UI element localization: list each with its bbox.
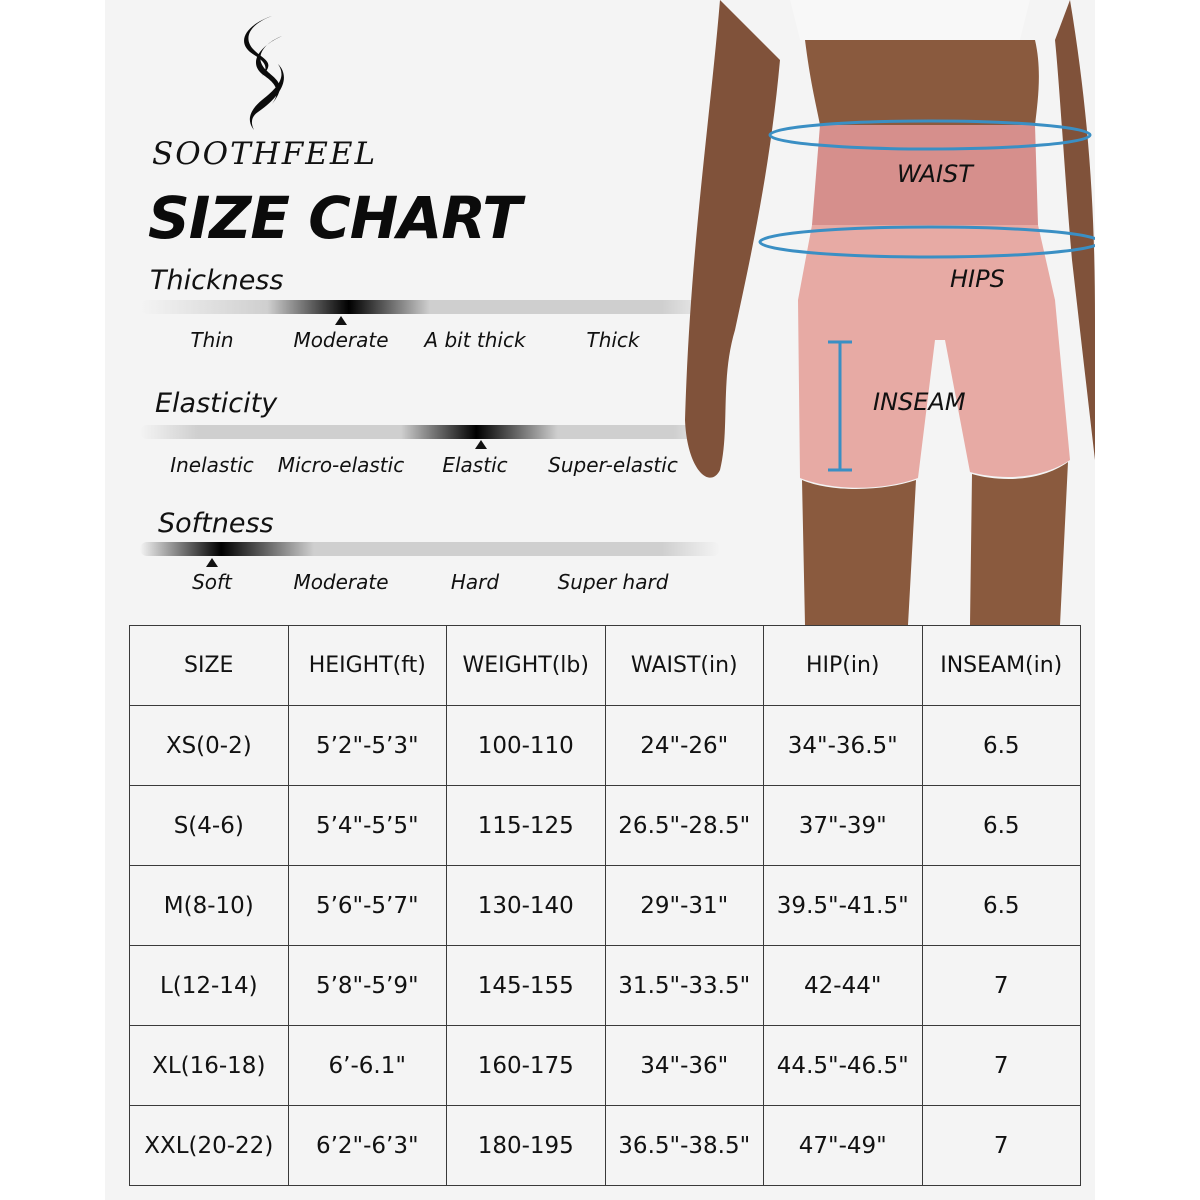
table-row (130, 946, 1081, 1026)
cell-inseam: 7 (922, 1026, 1081, 1106)
thickness-bar (140, 300, 720, 314)
elasticity-option-super-elastic: Super-elastic (548, 453, 678, 477)
cell-height: 6’-6.1" (288, 1026, 447, 1106)
inseam-label: INSEAM (873, 388, 966, 416)
elasticity-option-inelastic: Inelastic (170, 453, 254, 477)
cell-waist: 31.5"-33.5" (605, 946, 764, 1026)
cell-waist: 24"-26" (605, 706, 764, 786)
cell-hip: 37"-39" (764, 786, 923, 866)
cell-weight: 115-125 (447, 786, 606, 866)
thickness-option-a-bit-thick: A bit thick (424, 328, 526, 352)
cell-waist: 26.5"-28.5" (605, 786, 764, 866)
header-weight: WEIGHT(lb) (447, 626, 606, 706)
cell-size: M(8-10) (130, 866, 289, 946)
brand-name: SOOTHFEEL (152, 136, 378, 172)
waist-label: WAIST (897, 160, 973, 188)
header-waist: WAIST(in) (605, 626, 764, 706)
thickness-option-thick: Thick (586, 328, 640, 352)
elasticity-pointer-icon (475, 440, 487, 449)
cell-inseam: 7 (922, 1106, 1081, 1186)
cell-height: 5’4"-5’5" (288, 786, 447, 866)
table-row (130, 866, 1081, 946)
cell-weight: 160-175 (447, 1026, 606, 1106)
cell-size: XS(0-2) (130, 706, 289, 786)
table-row (130, 1026, 1081, 1106)
cell-size: S(4-6) (130, 786, 289, 866)
hips-label: HIPS (950, 265, 1005, 293)
cell-waist: 34"-36" (605, 1026, 764, 1106)
cell-weight: 130-140 (447, 866, 606, 946)
cell-weight: 145-155 (447, 946, 606, 1026)
header-size: SIZE (130, 626, 289, 706)
header-hip: HIP(in) (764, 626, 923, 706)
cell-height: 5’2"-5’3" (288, 706, 447, 786)
cell-hip: 42-44" (764, 946, 923, 1026)
elasticity-title: Elasticity (155, 388, 278, 419)
softness-option-hard: Hard (450, 570, 500, 594)
cell-size: XL(16-18) (130, 1026, 289, 1106)
cell-height: 5’8"-5’9" (288, 946, 447, 1026)
cell-hip: 44.5"-46.5" (764, 1026, 923, 1106)
header-inseam: INSEAM(in) (922, 626, 1081, 706)
cell-size: XXL(20-22) (130, 1106, 289, 1186)
brand-logo-icon (232, 14, 294, 132)
cell-hip: 47"-49" (764, 1106, 923, 1186)
softness-option-soft: Soft (192, 570, 232, 594)
softness-pointer-icon (206, 558, 218, 567)
cell-size: L(12-14) (130, 946, 289, 1026)
page-title: SIZE CHART (148, 184, 521, 252)
cell-height: 6’2"-6’3" (288, 1106, 447, 1186)
model-figure-icon (640, 0, 1095, 625)
cell-inseam: 6.5 (922, 786, 1081, 866)
table-row (130, 706, 1081, 786)
thickness-title: Thickness (150, 265, 284, 296)
cell-hip: 39.5"-41.5" (764, 866, 923, 946)
thickness-option-thin: Thin (190, 328, 234, 352)
cell-weight: 100-110 (447, 706, 606, 786)
thickness-pointer-icon (335, 316, 347, 325)
cell-inseam: 6.5 (922, 866, 1081, 946)
cell-weight: 180-195 (447, 1106, 606, 1186)
cell-inseam: 6.5 (922, 706, 1081, 786)
cell-waist: 36.5"-38.5" (605, 1106, 764, 1186)
elasticity-bar (140, 425, 720, 439)
softness-option-moderate: Moderate (293, 570, 389, 594)
cell-inseam: 7 (922, 946, 1081, 1026)
table-header-row (130, 626, 1081, 706)
table-row (130, 1106, 1081, 1186)
cell-height: 5’6"-5’7" (288, 866, 447, 946)
elasticity-option-micro-elastic: Micro-elastic (277, 453, 405, 477)
softness-title: Softness (158, 508, 274, 539)
cell-hip: 34"-36.5" (764, 706, 923, 786)
table-row (130, 786, 1081, 866)
elasticity-option-elastic: Elastic (442, 453, 508, 477)
thickness-option-moderate: Moderate (293, 328, 389, 352)
size-table (129, 625, 1081, 1186)
softness-bar (140, 542, 720, 556)
softness-option-super-hard: Super hard (557, 570, 669, 594)
cell-waist: 29"-31" (605, 866, 764, 946)
header-height: HEIGHT(ft) (288, 626, 447, 706)
